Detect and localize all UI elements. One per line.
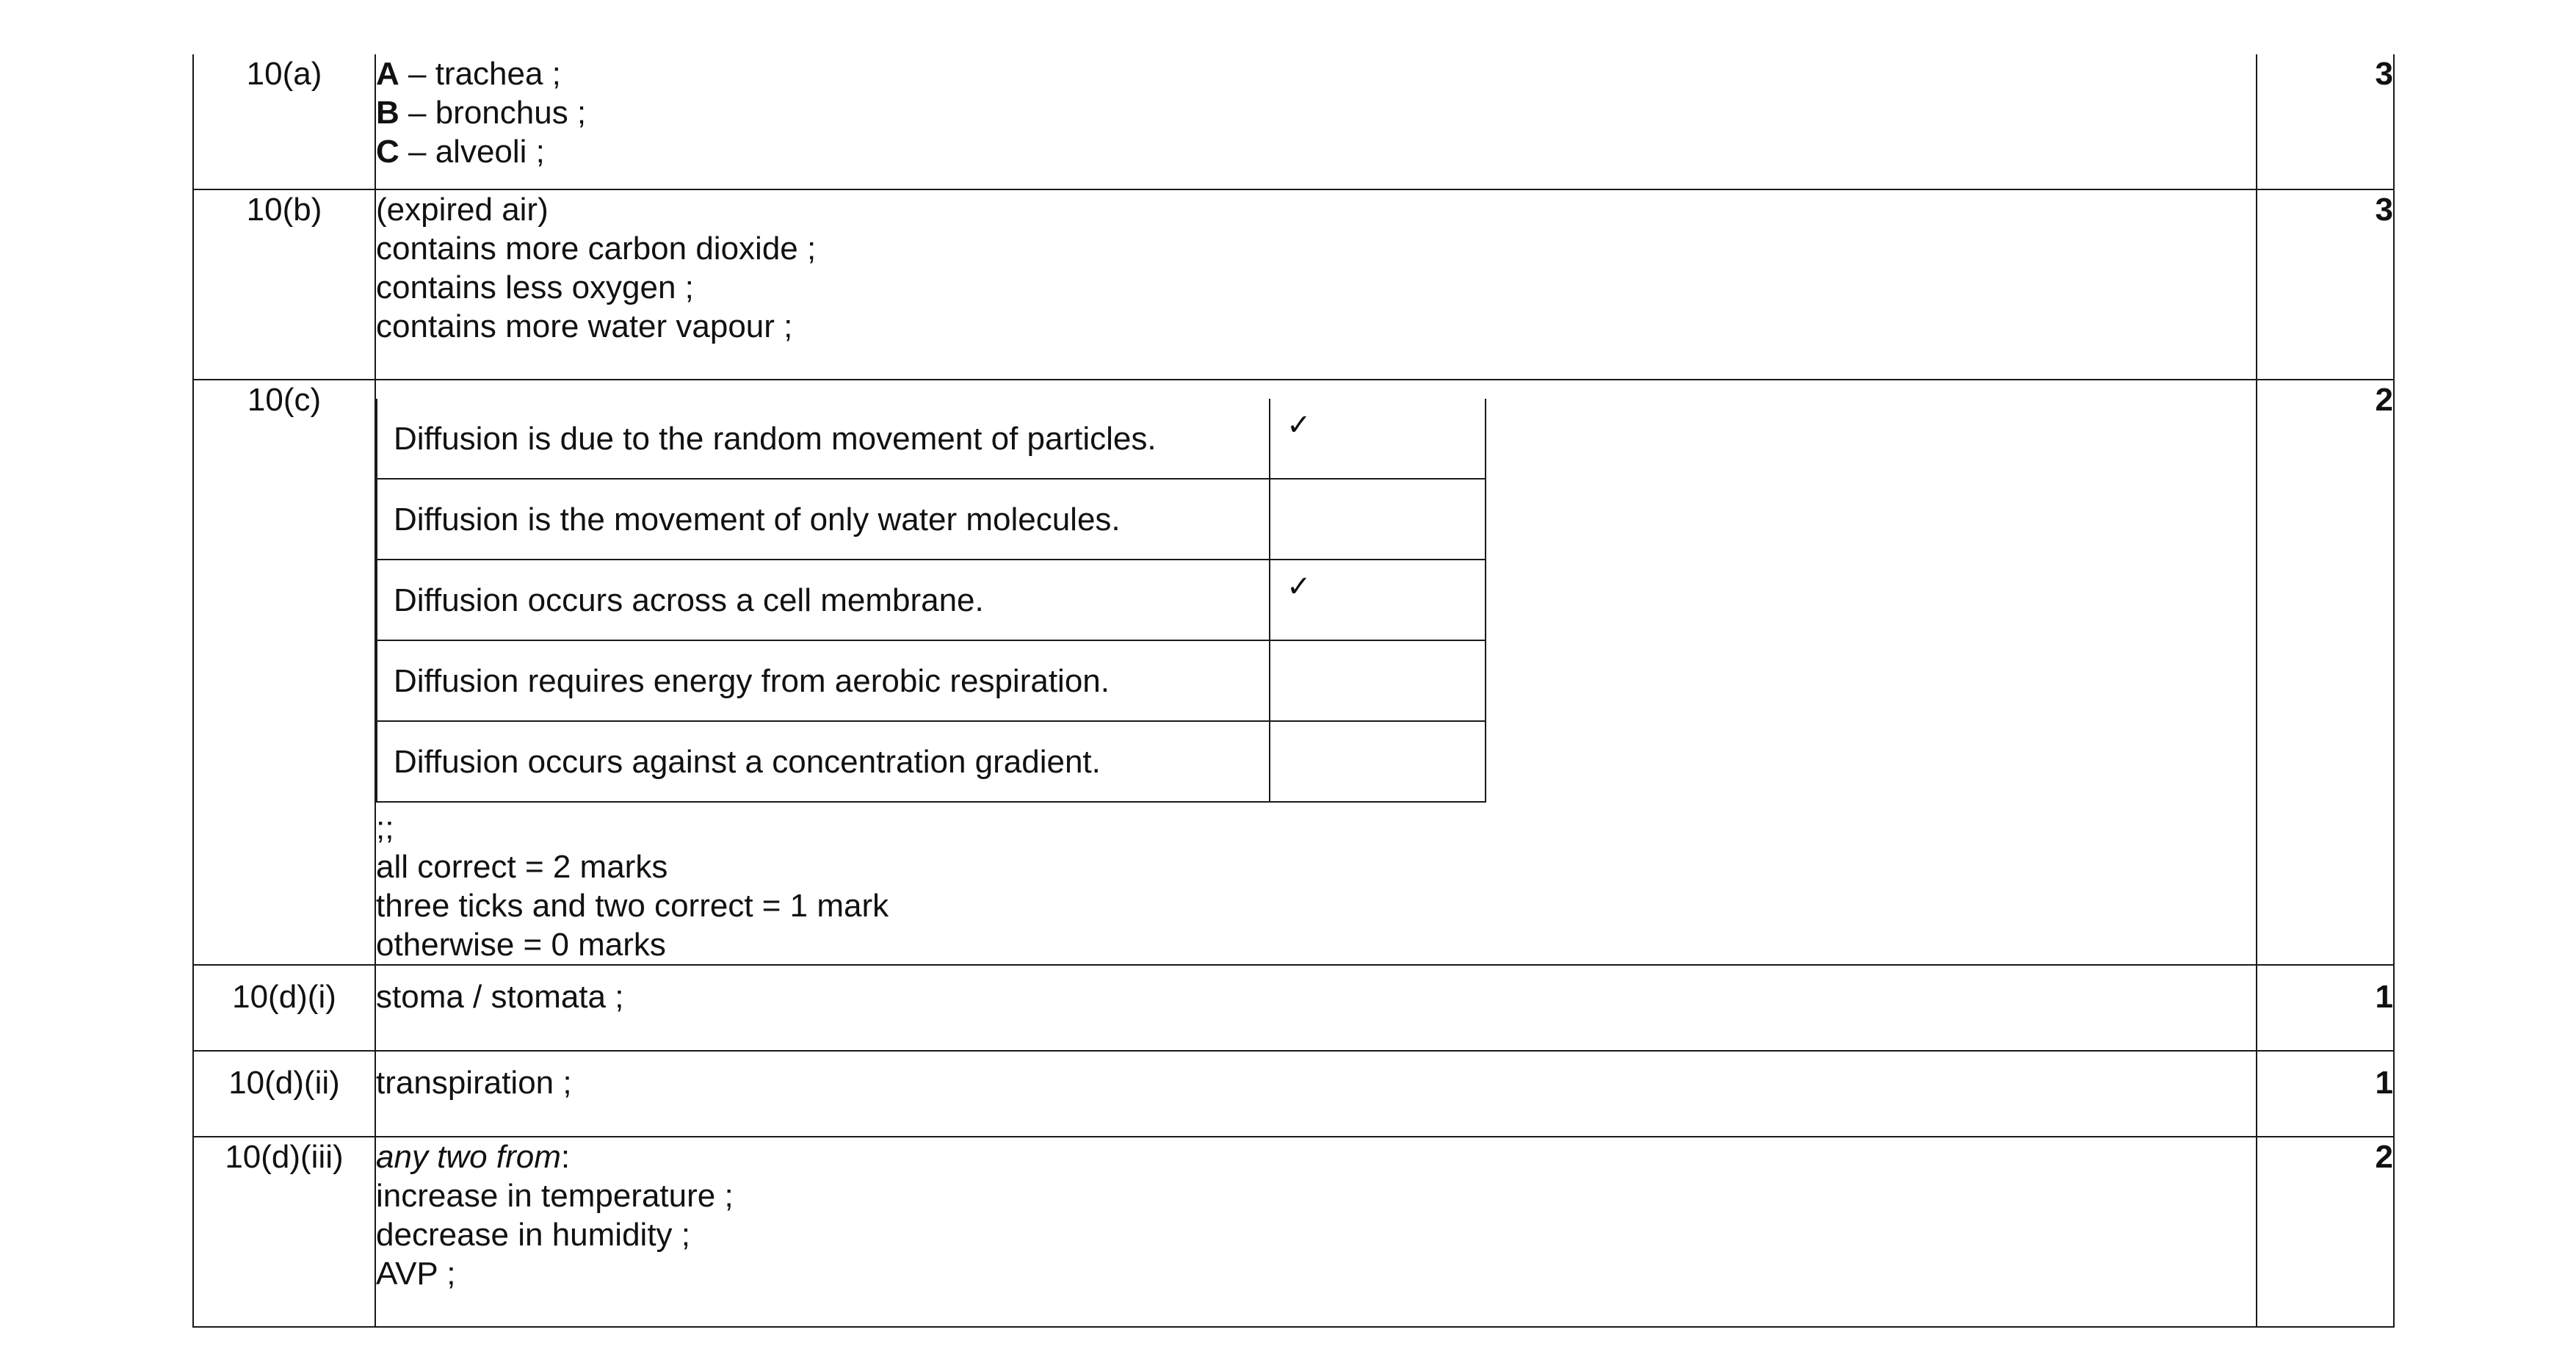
- marking-note: ;;: [376, 810, 394, 846]
- tick-mark: [1270, 479, 1486, 560]
- answer-line: AVP ;: [376, 1256, 456, 1292]
- answer-line: [376, 54, 2256, 93]
- answer-line: [376, 132, 2256, 171]
- diffusion-statement-table: [376, 399, 1486, 803]
- statement-row: [377, 721, 1486, 802]
- mark-scheme-row: [193, 965, 2394, 1051]
- intro-italic: any two from: [376, 1139, 561, 1175]
- tick-mark: ✓: [1270, 399, 1486, 479]
- marks-value: 1: [2257, 1051, 2394, 1137]
- answer-cell: [375, 1137, 2257, 1327]
- question-number: 10(a): [193, 54, 375, 189]
- mark-scheme-row: [193, 1051, 2394, 1137]
- marks-value: 3: [2257, 54, 2394, 189]
- statement-row: [377, 399, 1486, 479]
- answer-cell: [375, 380, 2257, 965]
- tick-mark: [1270, 721, 1486, 802]
- intro-suffix: :: [560, 1139, 571, 1175]
- answer-cell: [375, 189, 2257, 380]
- answer-text: – alveoli ;: [399, 134, 545, 170]
- mark-scheme-row: [193, 1137, 2394, 1327]
- label-key: B: [376, 95, 399, 131]
- marking-note: all correct = 2 marks: [376, 849, 668, 885]
- answer-text: – bronchus ;: [399, 95, 587, 131]
- answer-cell: [375, 1051, 2257, 1137]
- question-number: 10(d)(iii): [193, 1137, 375, 1327]
- question-number: 10(b): [193, 189, 375, 380]
- question-number: 10(d)(ii): [193, 1051, 375, 1137]
- marking-note: three ticks and two correct = 1 mark: [376, 888, 889, 924]
- statement-text: Diffusion occurs across a cell membrane.: [377, 560, 1270, 640]
- mark-scheme-row: [193, 54, 2394, 189]
- question-number: 10(d)(i): [193, 965, 375, 1051]
- label-key: C: [376, 134, 399, 170]
- answer-line: contains more carbon dioxide ;: [376, 231, 817, 267]
- answer-cell: [375, 54, 2257, 189]
- answer-line: transpiration ;: [376, 1065, 572, 1101]
- answer-intro: [376, 1137, 2256, 1176]
- label-key: A: [376, 56, 399, 92]
- mark-scheme-row: [193, 380, 2394, 965]
- statement-text: Diffusion is the movement of only water molecules.: [377, 479, 1270, 560]
- tick-mark: [1270, 640, 1486, 721]
- tick-mark: ✓: [1270, 560, 1486, 640]
- marks-value: 3: [2257, 189, 2394, 380]
- answer-line: (expired air): [376, 192, 549, 228]
- answer-text: – trachea ;: [399, 56, 561, 92]
- marks-value: 1: [2257, 965, 2394, 1051]
- statement-text: Diffusion occurs against a concentration gradient.: [377, 721, 1270, 802]
- statement-text: Diffusion is due to the random movement of particles.: [377, 399, 1270, 479]
- answer-line: contains more water vapour ;: [376, 308, 793, 344]
- marks-value: 2: [2257, 1137, 2394, 1327]
- statement-row: [377, 560, 1486, 640]
- statement-row: [377, 640, 1486, 721]
- answer-cell: [375, 965, 2257, 1051]
- answer-line: decrease in humidity ;: [376, 1217, 690, 1253]
- mark-scheme-row: [193, 189, 2394, 380]
- marking-note: otherwise = 0 marks: [376, 927, 666, 963]
- answer-line: [376, 93, 2256, 132]
- marks-value: 2: [2257, 380, 2394, 965]
- statement-row: [377, 479, 1486, 560]
- answer-line: contains less oxygen ;: [376, 269, 694, 305]
- question-number: 10(c): [193, 380, 375, 965]
- statement-text: Diffusion requires energy from aerobic respiration.: [377, 640, 1270, 721]
- mark-scheme-table: [192, 54, 2395, 1328]
- answer-line: stoma / stomata ;: [376, 979, 624, 1015]
- answer-line: increase in temperature ;: [376, 1178, 734, 1214]
